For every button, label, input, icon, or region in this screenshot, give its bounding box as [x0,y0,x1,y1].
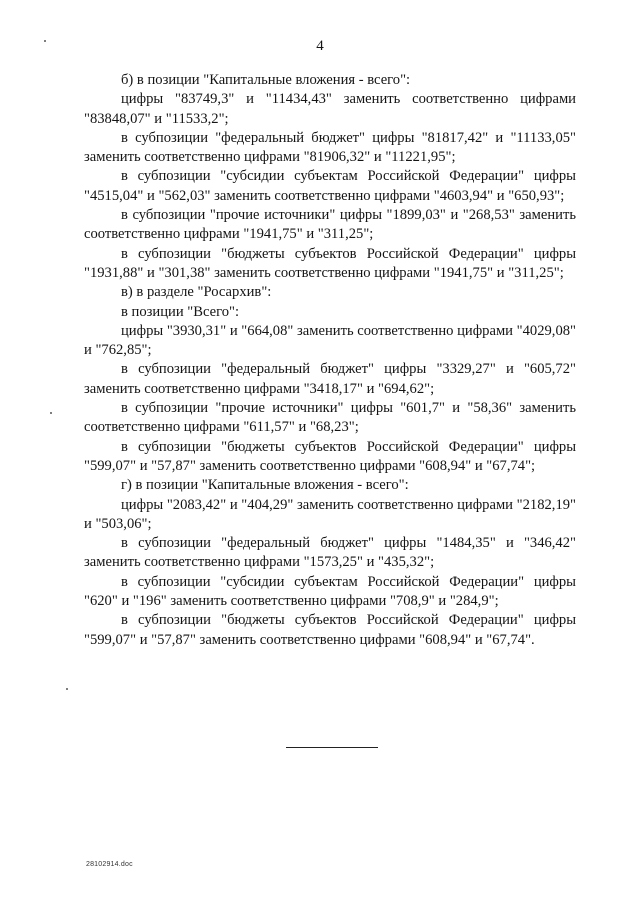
paragraph: цифры "2083,42" и "404,29" заменить соответственно цифрами "2182,19" и "503,06"; [84,496,576,532]
paragraph: в субпозиции "прочие источники" цифры "1899,03" и "268,53" заменить соответственно цифрами "1941,75" и "311,25"; [84,207,576,243]
paragraph: в субпозиции "федеральный бюджет" цифры "81817,42" и "11133,05" заменить соответственно цифрами "81906,32" и "11221,95"; [84,129,576,166]
paragraph: в субпозиции "федеральный бюджет" цифры "3329,27" и "605,72" заменить соответственно цифрами "3418,17" и "694,62"; [84,361,576,397]
scan-speck [44,40,46,42]
paragraph: цифры "3930,31" и "664,08" заменить соответственно цифрами "4029,08" и "762,85"; [84,322,576,359]
scan-speck [66,688,68,690]
paragraph: в субпозиции "федеральный бюджет" цифры "1484,35" и "346,42" заменить соответственно цифрами "1573,25" и "435,32"; [84,535,576,571]
section-g-heading: г) в позиции "Капитальные вложения - всего": [121,477,409,494]
document-file-code: 28102914.doc [86,861,133,868]
document-body [84,71,576,650]
paragraph: в субпозиции "бюджеты субъектов Российской Федерации" цифры "599,07" и "57,87" заменить соответственно цифрами "608,94" и "67,74"; [84,438,576,474]
section-b-heading: б) в позиции "Капитальные вложения - всего": [121,72,411,88]
section-v-heading: в) в разделе "Росархив": [121,284,272,301]
end-of-text-rule [286,747,378,748]
paragraph: в позиции "Всего": [121,303,240,320]
paragraph: цифры "83749,3" и "11434,43" заменить соответственно цифрами "83848,07" и "11533,2"; [84,91,576,127]
paragraph: в субпозиции "прочие источники" цифры "601,7" и "58,36" заменить соответственно цифрами "611,57" и "68,23"; [84,400,576,436]
paragraph: в субпозиции "бюджеты субъектов Российской Федерации" цифры "1931,88" и "301,38" заменить соответственно цифрами "1941,75" и "311,25"; [84,245,576,281]
paragraph: в субпозиции "субсидии субъектам Российской Федерации" цифры "4515,04" и "562,03" заменить соответственно цифрами "4603,94" и "650,93"; [84,168,576,204]
page-number: 4 [316,38,324,54]
paragraph: в субпозиции "субсидии субъектам Российской Федерации" цифры "620" и "196" заменить соответственно цифрами "708,9" и "284,9"; [84,573,576,610]
scan-speck [50,412,52,414]
paragraph: в субпозиции "бюджеты субъектов Российской Федерации" цифры "599,07" и "57,87" заменить соответственно цифрами "608,94" и "67,74". [84,612,576,648]
